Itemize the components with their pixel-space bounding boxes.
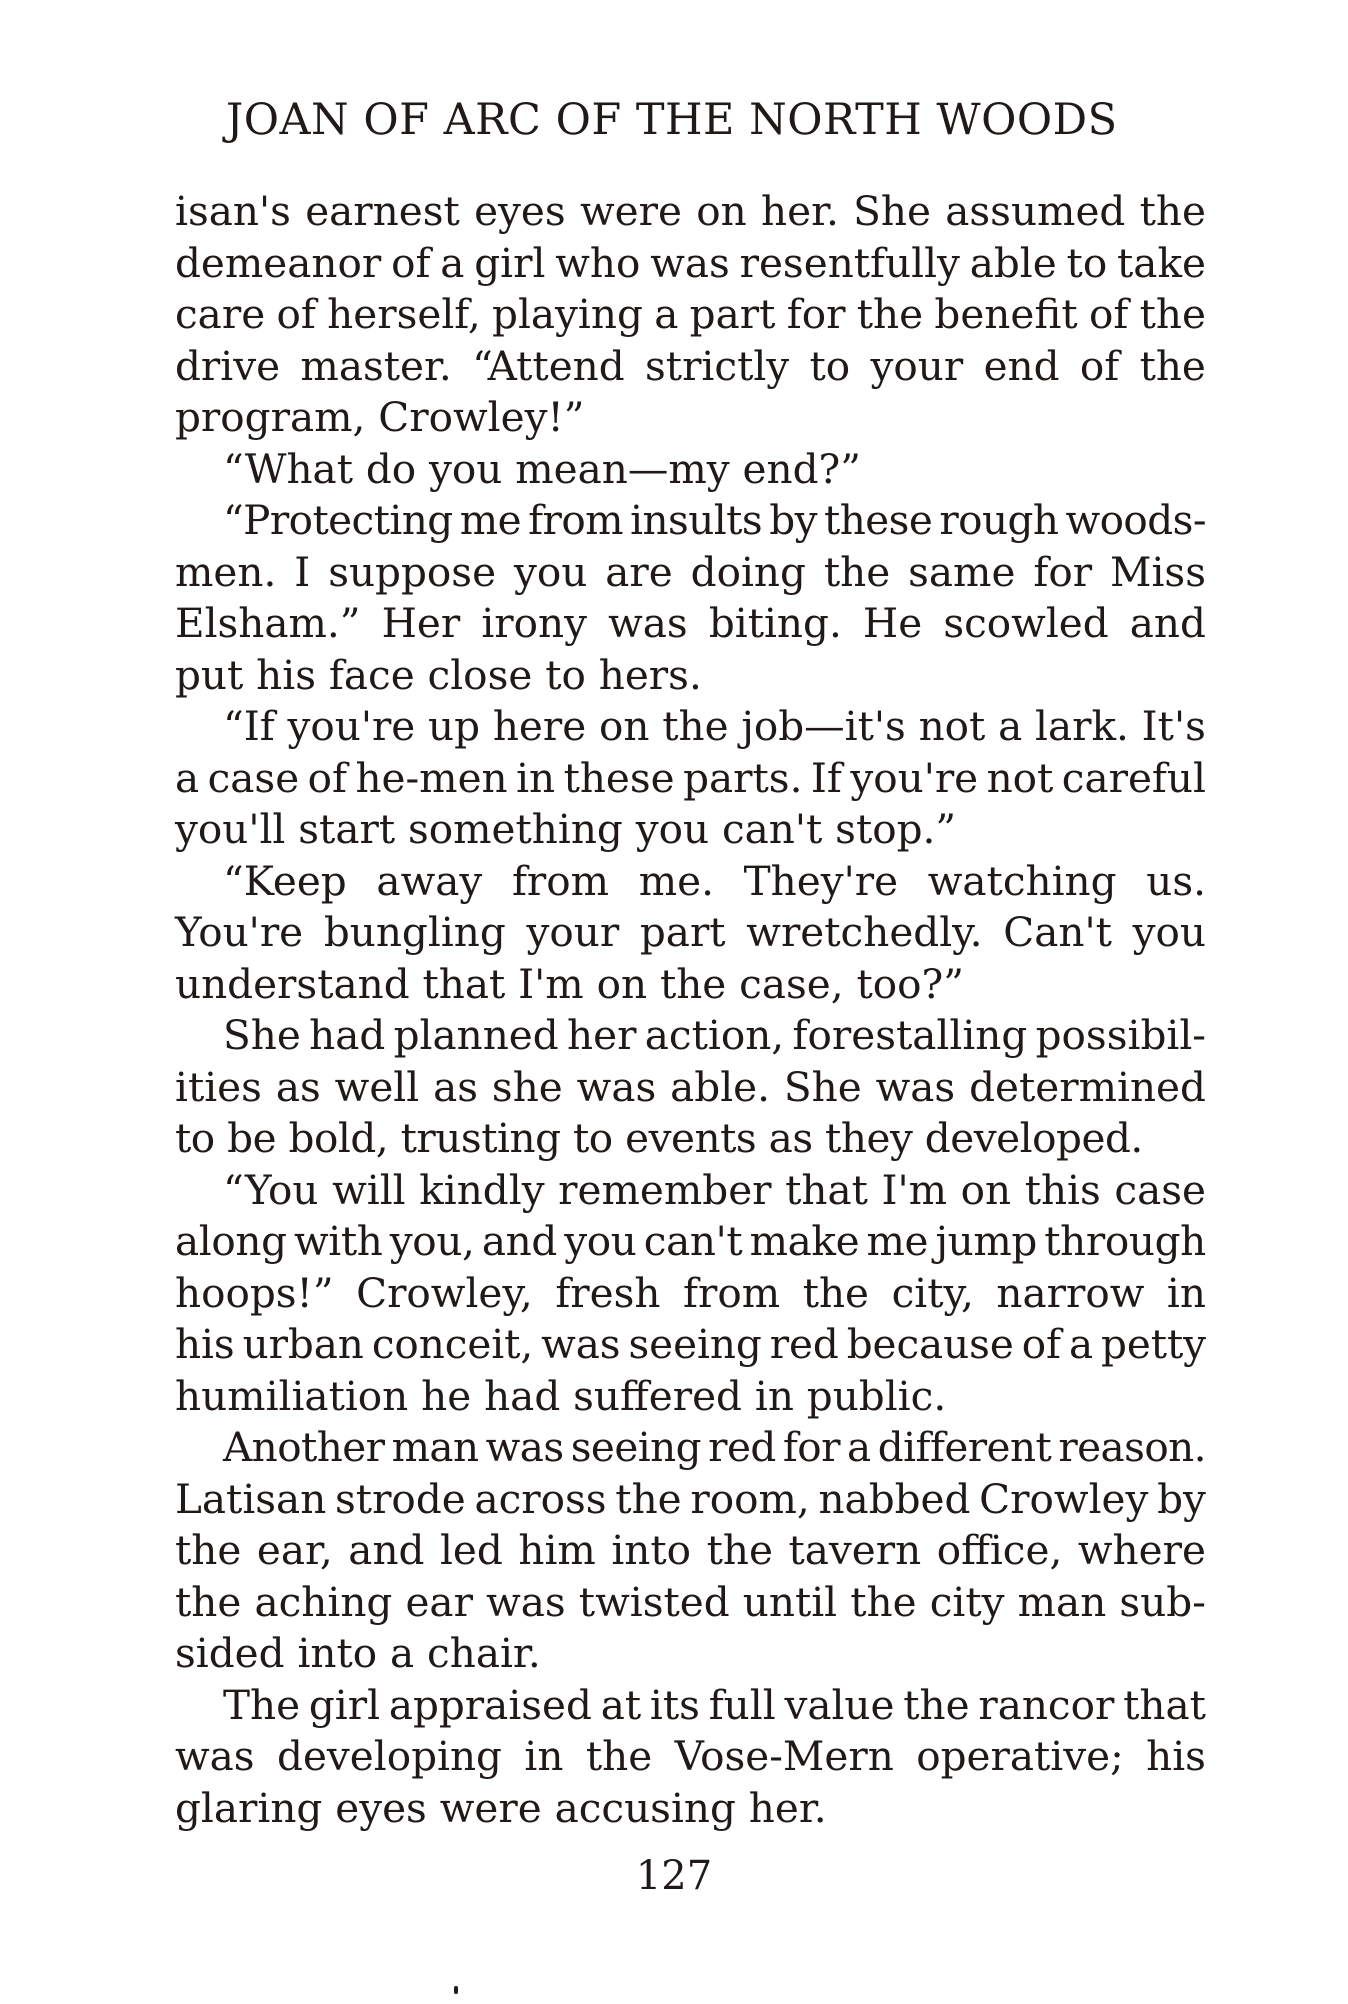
ink-speck <box>454 1986 458 1994</box>
text-line: a case of he-men in these parts. If you're not careful <box>175 753 1206 802</box>
running-head: JOAN OF ARC OF THE NORTH WOODS <box>226 95 1118 145</box>
text-line: was developing in the Vose-Mern operative; his <box>175 1732 1206 1780</box>
text-line: program, Crowley!” <box>175 393 585 441</box>
text-line: to be bold, trusting to events as they developed. <box>175 1114 1143 1162</box>
text-line: The girl appraised at its full value the rancor that <box>223 1680 1206 1729</box>
page-number: 127 <box>635 1853 713 1899</box>
text-line: “If you're up here on the job—it's not a lark. It's <box>223 702 1206 750</box>
text-line: isan's earnest eyes were on her. She assumed the <box>175 187 1206 235</box>
text-line: “Keep away from me. They're watching us. <box>223 856 1206 905</box>
text-line: “What do you mean—my end?” <box>223 444 861 493</box>
text-line: “You will kindly remember that I'm on this case <box>223 1165 1206 1214</box>
text-line: the ear, and led him into the tavern office, where <box>175 1526 1206 1574</box>
text-line: glaring eyes were accusing her. <box>175 1783 827 1832</box>
text-line: humiliation he had suffered in public. <box>175 1371 947 1420</box>
text-line: care of herself, playing a part for the benefit of the <box>175 290 1206 338</box>
text-line: Another man was seeing red for a different reason. <box>223 1423 1206 1471</box>
text-line: sided into a chair. <box>175 1629 541 1677</box>
text-line: along with you, and you can't make me jump through <box>175 1217 1206 1265</box>
text-line: hoops!” Crowley, fresh from the city, narrow in <box>175 1268 1206 1317</box>
text-line: ities as well as she was able. She was determined <box>175 1062 1206 1111</box>
text-line: She had planned her action, forestalling possibil- <box>223 1011 1206 1059</box>
text-line: You're bungling your part wretchedly. Can't you <box>175 908 1206 956</box>
text-line: demeanor of a girl who was resentfully able to take <box>175 238 1206 287</box>
text-line: understand that I'm on the case, too?” <box>175 959 964 1008</box>
text-line: Elsham.” Her irony was biting. He scowled and <box>175 599 1206 647</box>
text-line: the aching ear was twisted until the city man sub- <box>175 1577 1206 1626</box>
text-line: men. I suppose you are doing the same for Miss <box>175 547 1206 596</box>
text-line: put his face close to hers. <box>175 650 702 699</box>
body-text <box>175 186 1206 1834</box>
text-line: his urban conceit, was seeing red because of a petty <box>175 1320 1206 1368</box>
text-line: Latisan strode across the room, nabbed Crowley by <box>175 1474 1206 1523</box>
text-line: drive master. “Attend strictly to your end of the <box>175 341 1206 390</box>
text-line: “Protecting me from insults by these rough woods- <box>223 496 1206 544</box>
text-line: you'll start something you can't stop.” <box>175 805 957 853</box>
